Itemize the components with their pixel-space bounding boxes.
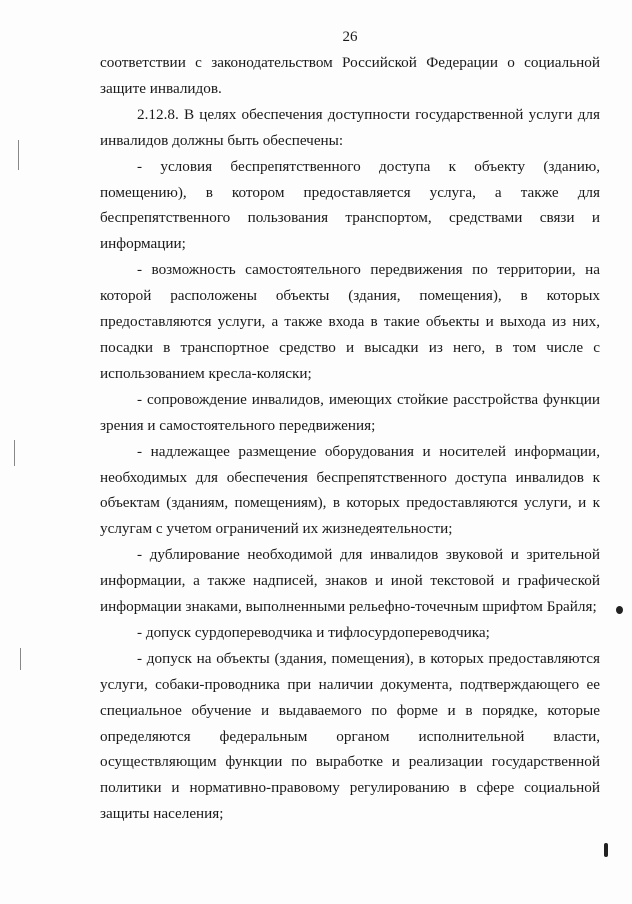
scan-edge-mark <box>18 140 19 170</box>
paragraph-interpreter-admission: - допуск сурдопереводчика и тифлосурдопереводчика; <box>137 623 490 641</box>
paragraph-information-duplication: - дублирование необходимой для инвалидов звуковой и зрительной информации, а также надписей, знаков и иной текстовой и графической информации знаками, выполненными рельефно-точечным шрифтом Брайля; <box>100 546 600 616</box>
paragraph-guide-dog-admission: - допуск на объекты (здания, помещения), в которых предоставляются услуги, собаки-проводника при наличии документа, подтверждающего ее специальное обучение и выдаваемого по форме и в порядке, которые определяются федеральным органом исполнительной власти, осуществляющим функции по выработке и реализации государственной политики и нормативно-правовому регулированию в сфере социальной защиты населения; <box>100 649 600 823</box>
paragraph-equipment-placement: - надлежащее размещение оборудования и носителей информации, необходимых для обеспечения беспрепятственного доступа инвалидов к объектам (зданиям, помещениям), в которых предоставляются услуги, и к услугам с учетом ограничений их жизнедеятельности; <box>100 442 600 538</box>
scan-edge-mark <box>14 440 15 466</box>
scan-edge-mark <box>20 648 21 670</box>
document-body <box>100 50 600 827</box>
scan-speck <box>616 606 623 614</box>
paragraph-escort: - сопровождение инвалидов, имеющих стойкие расстройства функции зрения и самостоятельного передвижения; <box>100 390 600 434</box>
scan-speck <box>604 843 608 857</box>
paragraph-section-2-12-8: 2.12.8. В целях обеспечения доступности государственной услуги для инвалидов должны быть обеспечены: <box>100 105 600 149</box>
paragraph-independent-movement: - возможность самостоятельного передвижения по территории, на которой расположены объекты (здания, помещения), в которых предоставляются услуги, а также входа в такие объекты и выхода из них, посадки в транспортное средство и высадки из него, в том числе с использованием кресла-коляски; <box>100 261 600 382</box>
page-number: 26 <box>342 29 358 45</box>
paragraph-access-conditions: - условия беспрепятственного доступа к объекту (зданию, помещению), в котором предоставляется услуга, а также для беспрепятственного пользования транспортом, средствами связи и информации; <box>100 157 600 253</box>
paragraph-continuation: соответствии с законодательством Российской Федерации о социальной защите инвалидов. <box>100 54 600 97</box>
